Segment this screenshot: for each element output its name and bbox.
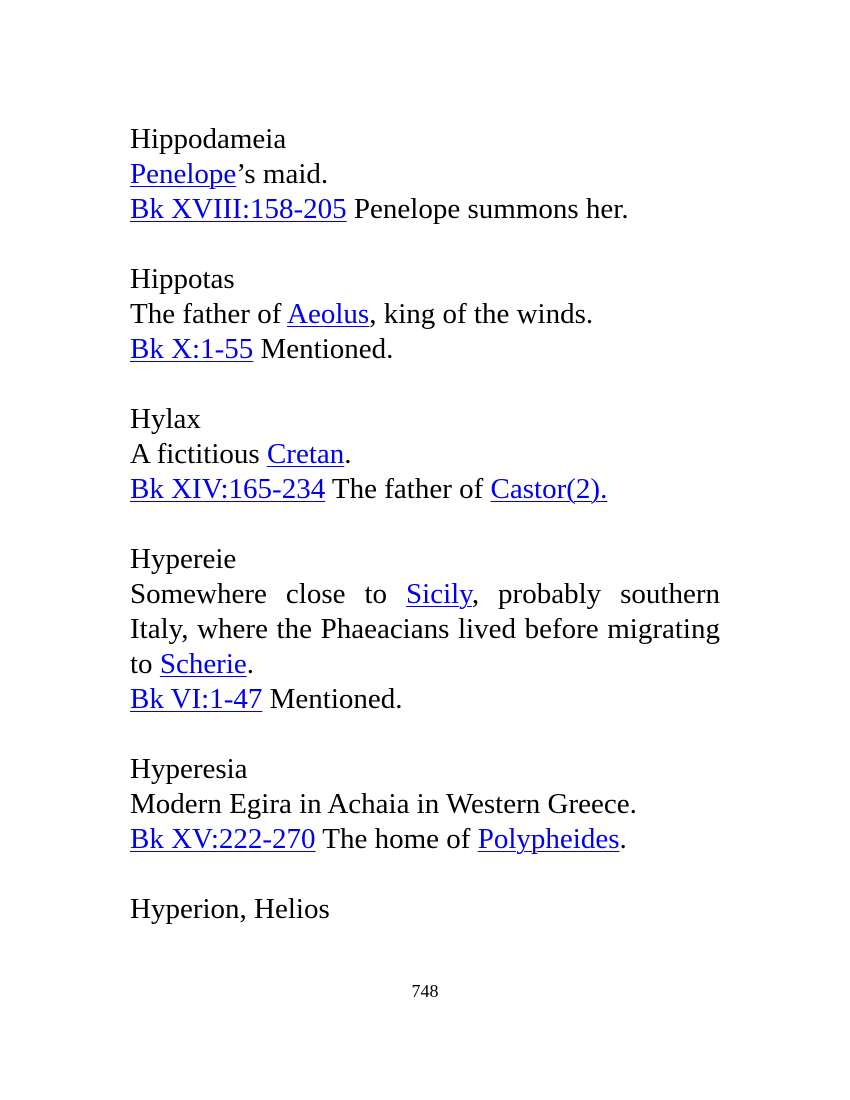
entry-reference: Bk VI:1-47 Mentioned. — [130, 683, 403, 715]
entry-hypereie — [130, 542, 720, 717]
entry-reference: Bk X:1-55 Mentioned. — [130, 333, 394, 365]
entry-heading: Hypereie — [130, 543, 237, 575]
entry-description: Penelope’s maid. — [130, 158, 329, 190]
link-scherie[interactable]: Scherie — [159, 648, 247, 680]
link-penelope[interactable]: Penelope — [130, 158, 237, 190]
entry-heading: Hippotas — [130, 263, 235, 295]
entry-heading: Hippodameia — [130, 123, 287, 155]
link-sicily[interactable]: Sicily — [406, 578, 472, 610]
entry-heading: Hylax — [130, 403, 201, 435]
entry-hyperesia — [130, 752, 720, 857]
entry-reference: Bk XIV:165-234 The father of Castor(2). — [130, 473, 608, 505]
link-bk-vi-1-47[interactable]: Bk VI:1-47 — [130, 683, 263, 715]
entry-reference: Bk XVIII:158-205 Penelope summons her. — [130, 193, 629, 225]
document-body — [130, 122, 720, 962]
link-bk-xv-222-270[interactable]: Bk XV:222-270 — [130, 823, 316, 855]
link-polypheides[interactable]: Polypheides — [477, 823, 620, 855]
entry-hylax — [130, 402, 720, 507]
entry-hippotas — [130, 262, 720, 367]
entry-reference: Bk XV:222-270 The home of Polypheides. — [130, 823, 627, 855]
link-cretan[interactable]: Cretan — [266, 438, 345, 470]
entry-hippodameia — [130, 122, 720, 227]
entry-heading: Hyperesia — [130, 753, 248, 785]
link-bk-x-1-55[interactable]: Bk X:1-55 — [130, 333, 254, 365]
link-bk-xviii-158-205[interactable]: Bk XVIII:158-205 — [130, 193, 347, 225]
link-bk-xiv-165-234[interactable]: Bk XIV:165-234 — [130, 473, 326, 505]
entry-description: The father of Aeolus, king of the winds. — [130, 298, 594, 330]
entry-hyperion-helios — [130, 892, 720, 927]
entry-description: A fictitious Cretan. — [130, 438, 352, 470]
link-aeolus[interactable]: Aeolus — [287, 298, 370, 330]
entry-description: Modern Egira in Achaia in Western Greece. — [130, 788, 637, 820]
page-number: 748 — [411, 981, 439, 1001]
entry-heading: Hyperion, Helios — [130, 893, 330, 925]
link-castor-2[interactable]: Castor(2). — [490, 473, 608, 505]
entry-description: Somewhere close to Sicily, probably southern Italy, where the Phaeacians lived before migrating to Scherie. — [130, 578, 720, 680]
